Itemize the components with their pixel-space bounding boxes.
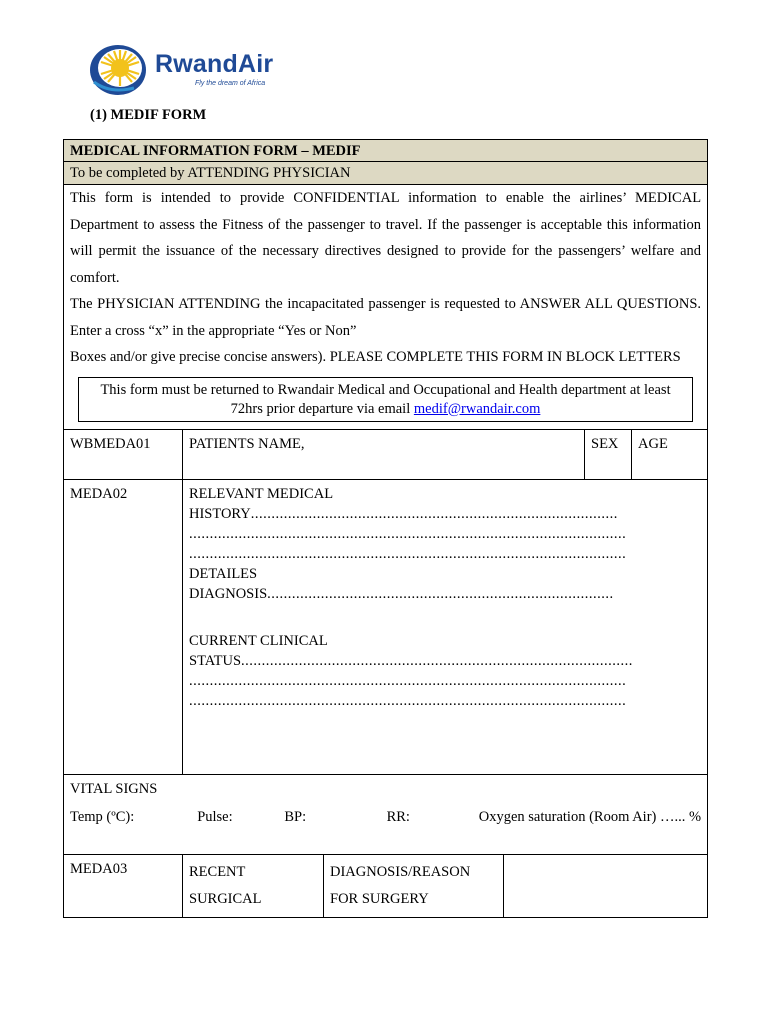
relevant-medical-label: RELEVANT MEDICAL <box>189 485 334 502</box>
section-title: (1) MEDIF FORM <box>90 107 207 123</box>
intro-text <box>64 185 707 371</box>
return-notice <box>78 377 693 422</box>
diagnosis-reason-label: DIAGNOSIS/REASON FOR SURGERY <box>324 854 504 917</box>
rr-field[interactable]: RR: <box>386 808 410 825</box>
diagnosis-label: DIAGNOSIS <box>189 585 268 602</box>
intro-paragraph-3: Boxes and/or give precise concise answers). PLEASE COMPLETE THIS FORM IN BLOCK LETTERS <box>70 349 681 365</box>
status-dots: ............................................................................................... <box>241 652 633 669</box>
oxygen-saturation-field[interactable]: Oxygen saturation (Room Air) …... % <box>478 808 702 825</box>
age-field[interactable]: AGE <box>632 429 708 479</box>
history-dots: ......................................................................................... <box>250 505 618 522</box>
form-title: MEDICAL INFORMATION FORM – MEDIF <box>64 140 708 162</box>
status-line-2[interactable]: .......................................................................................................... <box>189 672 627 689</box>
intro-cell <box>64 185 708 430</box>
rwandair-logo <box>88 42 298 98</box>
diagnosis-line[interactable] <box>189 584 701 604</box>
status-label: STATUS <box>189 652 242 669</box>
notice-email-link[interactable]: medif@rwandair.com <box>413 400 541 417</box>
pulse-field[interactable]: Pulse: <box>197 808 233 825</box>
vital-signs-label: VITAL SIGNS <box>70 780 158 797</box>
patient-name-field[interactable]: PATIENTS NAME, <box>183 429 585 479</box>
history-line-2[interactable]: .......................................................................................................... <box>189 525 627 542</box>
brand-name: RwandAir <box>155 50 274 78</box>
medical-history-cell[interactable] <box>183 479 708 774</box>
sun-globe-icon <box>88 42 150 98</box>
surgery-answer-field[interactable] <box>504 854 708 917</box>
row1-code: WBMEDA01 <box>64 429 183 479</box>
current-clinical-label: CURRENT CLINICAL <box>189 632 328 649</box>
sex-field[interactable]: SEX <box>585 429 632 479</box>
diagnosis-dots: .................................................................................... <box>267 585 614 602</box>
notice-text: This form must be returned to Rwandair Medical and Occupational and Health department at least 72hrs prior departure via email <box>100 381 671 417</box>
intro-paragraph-2: The PHYSICIAN ATTENDING the incapacitated passenger is requested to ANSWER ALL QUESTIONS. Enter a cross “x” in the appropriate “Yes or Non” <box>70 296 702 339</box>
status-line-3[interactable]: .......................................................................................................... <box>189 692 627 709</box>
medif-form-table <box>63 139 708 918</box>
history-line-3[interactable]: .......................................................................................................... <box>189 545 627 562</box>
row2-code: MEDA02 <box>64 479 183 774</box>
vital-signs-cell <box>64 774 708 854</box>
history-label: HISTORY <box>189 505 251 522</box>
status-line[interactable] <box>189 651 701 671</box>
bp-field[interactable]: BP: <box>284 808 307 825</box>
recent-surgical-label: RECENT SURGICAL <box>183 854 324 917</box>
vital-signs-fields <box>70 807 701 827</box>
history-line[interactable] <box>189 504 701 524</box>
temp-field[interactable]: Temp (ºC): <box>70 808 135 825</box>
detailes-label: DETAILES <box>189 565 258 582</box>
row3-code: MEDA03 <box>64 854 183 917</box>
brand-tagline: Fly the dream of Africa <box>195 80 266 87</box>
form-subtitle: To be completed by ATTENDING PHYSICIAN <box>64 162 708 185</box>
intro-paragraph-1: This form is intended to provide CONFIDENTIAL information to enable the airlines’ MEDICAL Department to assess the Fitness of the passenger to travel. If the passenger is acceptable this information will permit the issuance of the necessary directives designed to provide for the passengers’ welfare and comfort. <box>70 190 702 286</box>
